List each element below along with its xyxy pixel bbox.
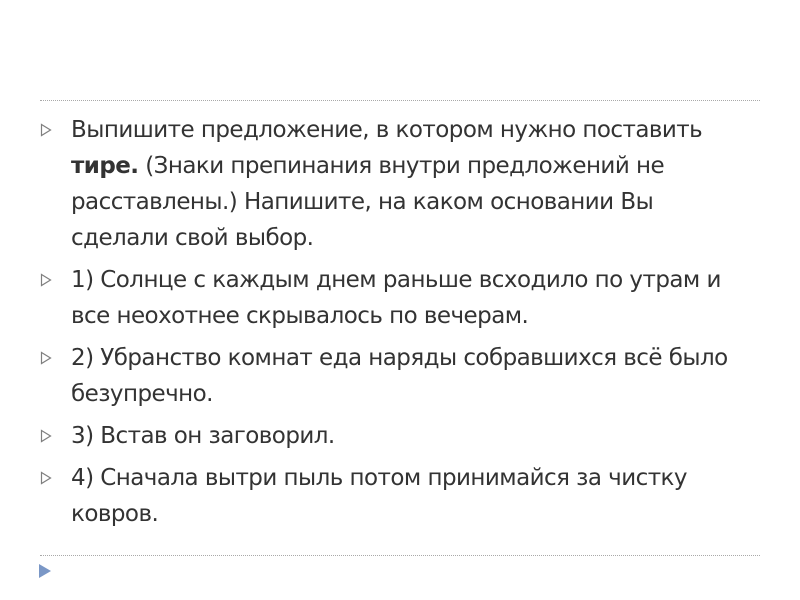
bottom-divider <box>40 555 760 556</box>
triangle-outline-icon <box>40 429 52 443</box>
triangle-outline-icon <box>40 273 52 287</box>
bullet-text: 3) Встав он заговорил. <box>71 423 335 449</box>
triangle-outline-icon <box>40 123 52 137</box>
triangle-outline-icon <box>40 471 52 485</box>
bullet-item-task <box>40 112 740 256</box>
bullet-text: 1) Солнце с каждым днем раньше всходило по утрам и все неохотнее скрывалось по вечерам. <box>71 267 721 329</box>
triangle-outline-icon <box>40 351 52 365</box>
triangle-next-icon <box>38 563 52 579</box>
task-text-emphasis: тире. <box>71 153 139 179</box>
bullet-text: 2) Убранство комнат еда наряды собравшихся всё было безупречно. <box>71 345 728 407</box>
task-text-end: (Знаки препинания внутри предложений не расставлены.) Напишите, на каком основании Вы сделали свой выбор. <box>71 153 665 251</box>
bullet-item-1 <box>40 262 740 334</box>
top-divider <box>40 100 760 101</box>
task-text-start: Выпишите предложение, в котором нужно поставить <box>71 117 703 143</box>
bullet-item-2 <box>40 340 740 412</box>
bullet-list <box>40 112 740 538</box>
next-slide-button[interactable] <box>38 563 52 579</box>
bullet-item-3 <box>40 418 740 454</box>
bullet-item-4 <box>40 460 740 532</box>
bullet-text: 4) Сначала вытри пыль потом принимайся за чистку ковров. <box>71 465 687 527</box>
